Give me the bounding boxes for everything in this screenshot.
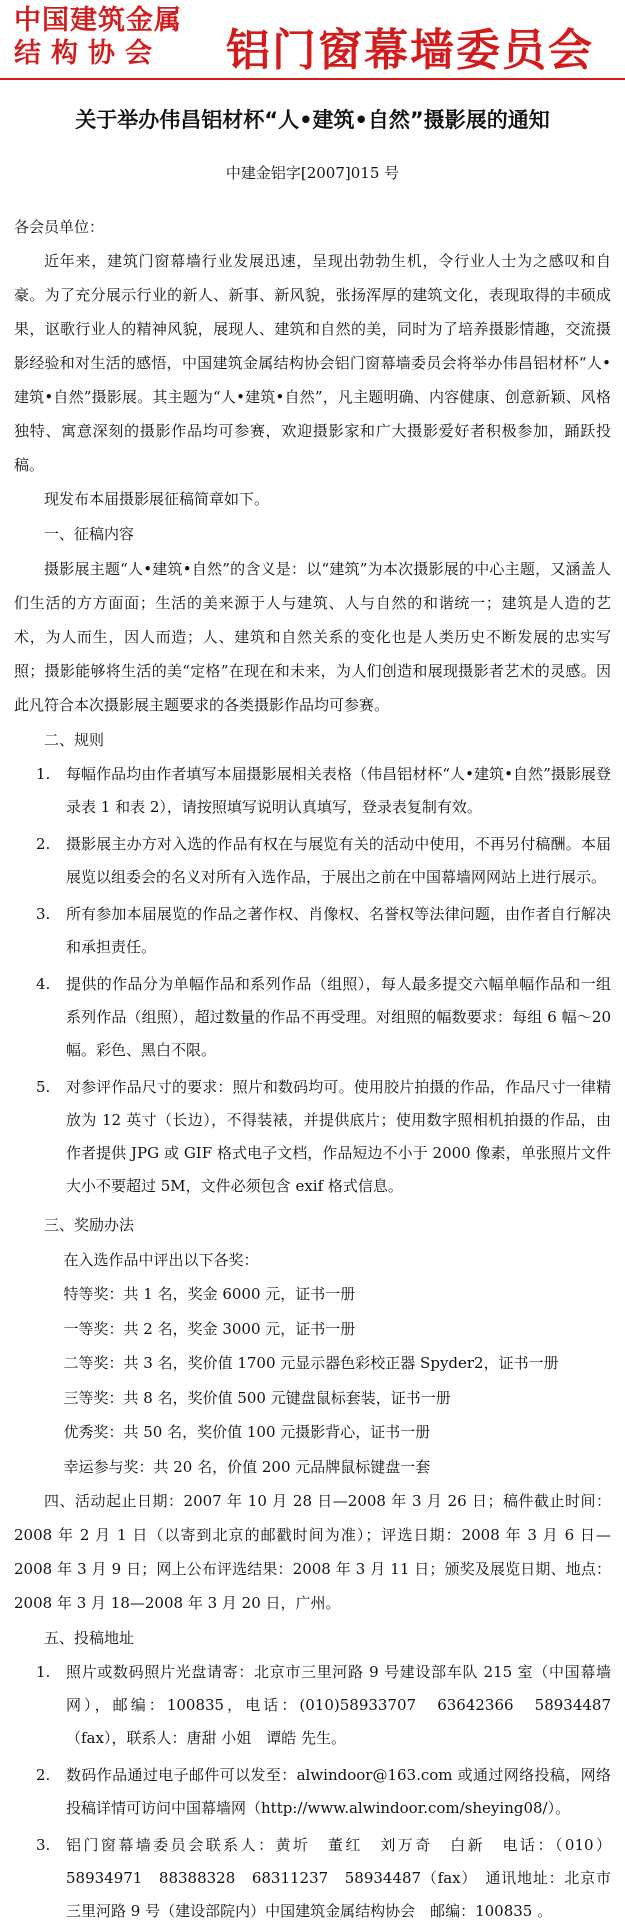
rule-item — [14, 898, 611, 964]
rule-item-text: 提供的作品分为单幅作品和系列作品（组照），每人最多提交六幅单幅作品和一组系列作品（组照），超过数量的作品不再受理。对组照的幅数要求：每组 6 幅～20 幅。彩色、黑白不限。 — [66, 975, 611, 1059]
prize-item: 特等奖：共 1 名，奖金 6000 元，证书一册 — [63, 1285, 356, 1303]
letterhead-divider — [0, 78, 625, 80]
rule-item-text: 对参评作品尺寸的要求：照片和数码均可。使用胶片拍摄的作品，作品尺寸一律精放为 12 英寸（长边），不得装裱，并提供底片；使用数字照相机拍摄的作品，由作者提供 JPG 或 GIF 格式电子文档，作品短边不小于 2000 像素，单张照片文件大小不要超过 5M，文件必须包含 exif 格式信息。 — [66, 1078, 611, 1195]
prize-intro: 在入选作品中评出以下各奖： — [63, 1251, 259, 1269]
section1-text: 摄影展主题“人•建筑•自然”的含义是：以“建筑”为本次摄影展的中心主题，又涵盖人们生活的方方面面；生活的美来源于人与建筑、人与自然的和谐统一；建筑是人造的艺术，为人而生，因人而造；人、建筑和自然关系的变化也是人类历史不断发展的忠实写照；摄影能够将生活的美“定格”在现在和未来，为人们创造和展现摄影者艺术的灵感。因此凡符合本次摄影展主题要求的各类摄影作品均可参赛。 — [14, 560, 611, 714]
address-item-text: 数码作品通过电子邮件可以发至：alwindoor@163.com 或通过网络投稿，网络投稿详情可访问中国幕墙网（http://www.alwindoor.com/sheying08/）。 — [66, 1766, 611, 1817]
section2-heading: 二、规则 — [44, 731, 105, 749]
prize-item: 优秀奖：共 50 名，奖价值 100 元摄影背心，证书一册 — [63, 1423, 431, 1441]
rule-item — [14, 1071, 611, 1203]
rule-item-text: 每幅作品均由作者填写本届摄影展相关表格（伟昌铝材杯“人•建筑•自然”摄影展登录表 1 和表 2），请按照填写说明认真填写，登录表复制有效。 — [66, 765, 611, 816]
address-item-number: 1. — [36, 1663, 51, 1681]
section3-heading: 三、奖励办法 — [44, 1216, 135, 1234]
prize-item: 三等奖：共 8 名，奖价值 500 元键盘鼠标套装，证书一册 — [63, 1388, 451, 1407]
address-item — [14, 1759, 611, 1825]
letterhead — [0, 0, 625, 78]
salutation: 各会员单位： — [14, 218, 105, 236]
address-item — [14, 1829, 611, 1928]
rule-item-number: 3. — [36, 905, 51, 923]
prize-item: 二等奖：共 3 名，奖价值 1700 元显示器色彩校正器 Spyder2，证书一册 — [63, 1354, 559, 1372]
rule-item-text: 所有参加本届展览的作品之著作权、肖像权、名誉权等法律问题，由作者自行解决和承担责任。 — [66, 905, 611, 956]
address-item — [14, 1656, 611, 1755]
section1-heading: 一、征稿内容 — [44, 525, 135, 543]
rule-item — [14, 758, 611, 824]
address-item-number: 2. — [36, 1766, 51, 1784]
rule-item-text: 摄影展主办方对入选的作品有权在与展览有关的活动中使用，不再另付稿酬。本届展览以组委会的名义对所有入选作品，于展出之前在中国幕墙网网站上进行展示。 — [66, 835, 611, 886]
intro-announcement: 现发布本届摄影展征稿简章如下。 — [44, 490, 270, 508]
association-name-line1: 中国建筑金属 — [14, 5, 182, 36]
section5-heading: 五、投稿地址 — [44, 1629, 135, 1647]
document-number: 中建金铝字[2007]015 号 — [225, 164, 400, 182]
notice-body — [14, 210, 611, 1932]
address-item-text: 铝门窗幕墙委员会联系人：黄圻 董红 刘万奇 白新 电话：（010）58934971 88388328 68311237 58934487（fax） 通讯地址：北京市三里河路 9 号（建设部院内）中国建筑金属结构协会 邮编：100835 。 — [66, 1836, 611, 1920]
prize-item: 一等奖：共 2 名，奖金 3000 元，证书一册 — [63, 1319, 356, 1338]
rule-item-number: 5. — [36, 1078, 51, 1096]
rule-item-number: 4. — [36, 975, 51, 993]
intro-paragraph: 近年来，建筑门窗幕墙行业发展迅速，呈现出勃勃生机，令行业人士为之感叹和自豪。为了充分展示行业的新人、新事、新风貌，张扬浑厚的建筑文化，表现取得的丰硕成果，讴歌行业人的精神风貌，展现人、建筑和自然的美，同时为了培养摄影情趣，交流摄影经验和对生活的感悟，中国建筑金属结构协会铝门窗幕墙委员会将举办伟昌铝材杯“人•建筑•自然”摄影展。其主题为“人•建筑•自然”，凡主题明确、内容健康、创意新颖、风格独特、寓意深刻的摄影作品均可参赛，欢迎摄影家和广大摄影爱好者积极参加，踊跃投稿。 — [14, 252, 611, 474]
rule-item-number: 1. — [36, 765, 51, 783]
address-item-number: 3. — [36, 1836, 51, 1854]
committee-name: 铝门窗幕墙委员会 — [226, 25, 594, 76]
section4-dates: 四、活动起止日期：2007 年 10 月 28 日—2008 年 3 月 26 日；稿件截止时间：2008 年 2 月 1 日（以寄到北京的邮戳时间为准）；评选日期：2008 年 3 月 6 日—2008 年 3 月 9 日；网上公布评选结果：2008 年 3 月 11 日；颁奖及展览日期、地点：2008 年 3 月 18—2008 年 3 月 20 日，广州。 — [14, 1492, 611, 1612]
address-item-text: 照片或数码照片光盘请寄：北京市三里河路 9 号建设部车队 215 室（中国幕墙网），邮编：100835，电话：(010)58933707 63642366 58934487（fax），联系人：唐甜 小姐 谭皓 先生。 — [66, 1663, 611, 1747]
rule-item-number: 2. — [36, 835, 51, 853]
prize-item: 幸运参与奖：共 20 名，价值 200 元品牌鼠标键盘一套 — [63, 1457, 431, 1476]
association-name — [14, 4, 182, 70]
association-name-line2: 结构协会 — [14, 38, 162, 69]
notice-title: 关于举办伟昌铝材杯“人•建筑•自然”摄影展的通知 — [75, 108, 550, 132]
rule-item — [14, 828, 611, 894]
rule-item — [14, 968, 611, 1067]
